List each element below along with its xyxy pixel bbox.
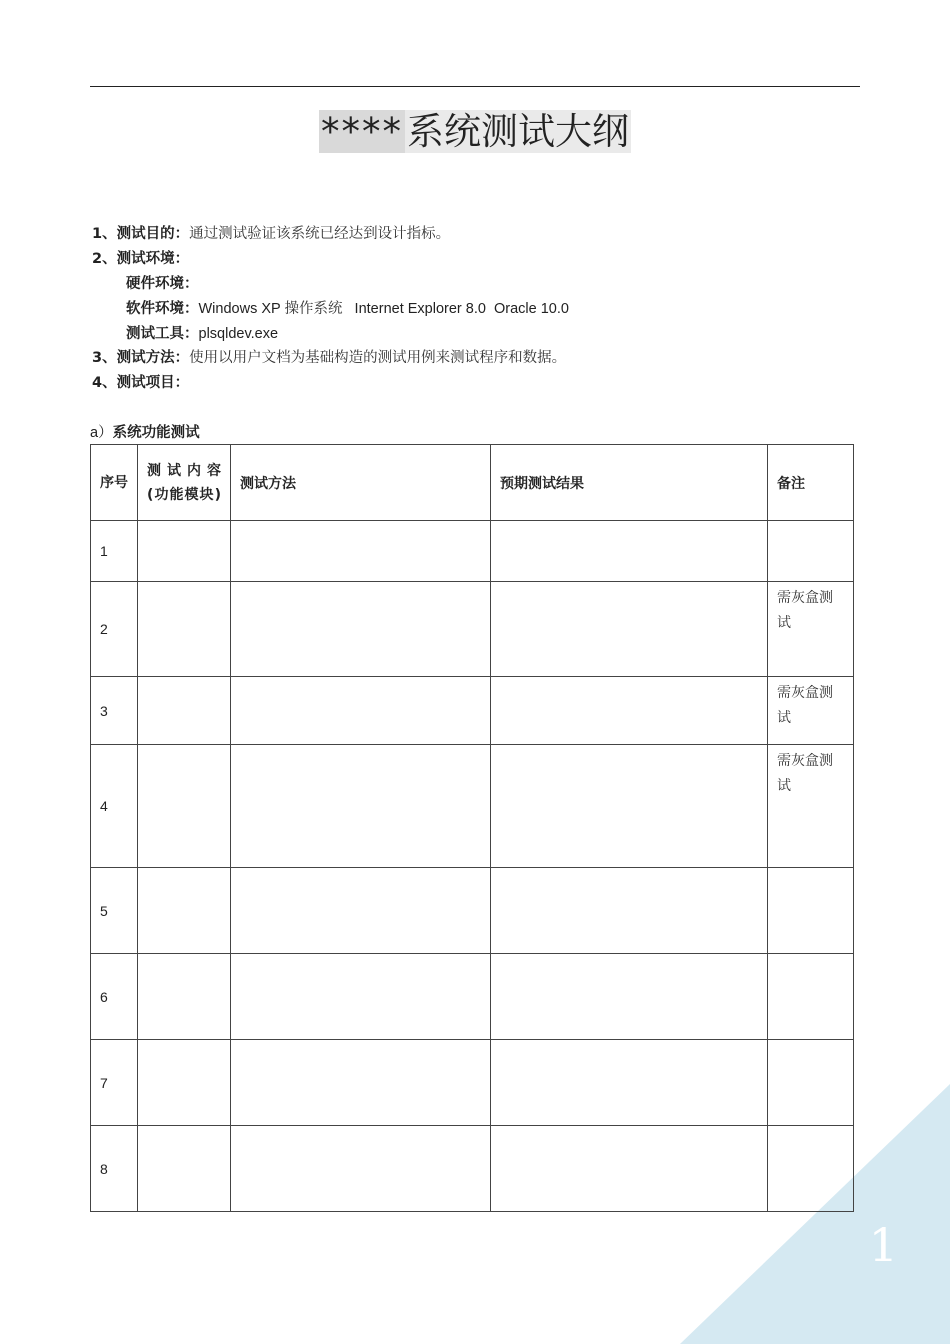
hardware-line xyxy=(126,274,199,294)
row-expected xyxy=(491,1126,768,1212)
table-row xyxy=(91,521,854,582)
software-line xyxy=(126,299,569,319)
row-note xyxy=(768,868,854,954)
row-content xyxy=(138,582,231,677)
table-row xyxy=(91,1126,854,1212)
row-method xyxy=(231,582,491,677)
row-expected xyxy=(491,1040,768,1126)
table-row xyxy=(91,954,854,1040)
row-content xyxy=(138,1040,231,1126)
row-expected xyxy=(491,677,768,745)
row-method xyxy=(231,954,491,1040)
page-number: 1 xyxy=(868,1218,898,1272)
purpose-label: 1、测试目的： xyxy=(92,226,190,242)
row-note xyxy=(768,1040,854,1126)
header-content: 测试内容(功能模块) xyxy=(138,445,231,521)
table-row xyxy=(91,677,854,745)
row-expected xyxy=(491,868,768,954)
method-line xyxy=(92,348,566,368)
row-number: 4 xyxy=(91,745,138,868)
row-expected xyxy=(491,954,768,1040)
software-os-cn: 操作系统 xyxy=(284,301,343,317)
row-method xyxy=(231,1126,491,1212)
software-label: 软件环境： xyxy=(126,301,199,317)
software-apps: Internet Explorer 8.0 Oracle 10.0 xyxy=(342,301,569,317)
items-line xyxy=(92,373,189,393)
software-os: Windows XP xyxy=(198,301,285,317)
tools-text: plsqldev.exe xyxy=(198,326,279,342)
row-note: 需灰盒测试 xyxy=(768,582,854,677)
row-content xyxy=(138,954,231,1040)
row-method xyxy=(231,868,491,954)
row-number: 8 xyxy=(91,1126,138,1212)
row-expected xyxy=(491,521,768,582)
row-method xyxy=(231,745,491,868)
row-number: 2 xyxy=(91,582,138,677)
table-header-row xyxy=(91,445,854,521)
subsection-title: 系统功能测试 xyxy=(112,425,200,441)
row-note xyxy=(768,1126,854,1212)
purpose-line xyxy=(92,224,450,244)
tools-line xyxy=(126,324,278,344)
row-number: 3 xyxy=(91,677,138,745)
title-stars: **** xyxy=(321,110,403,153)
row-note: 需灰盒测试 xyxy=(768,677,854,745)
row-content xyxy=(138,868,231,954)
title-main: 系统测试大纲 xyxy=(407,110,629,153)
header-serial: 序号 xyxy=(91,445,138,521)
items-label: 4、测试项目： xyxy=(92,375,190,391)
row-number: 5 xyxy=(91,868,138,954)
document-title xyxy=(0,106,950,158)
header-expected: 预期测试结果 xyxy=(491,445,768,521)
row-note xyxy=(768,954,854,1040)
tools-label: 测试工具： xyxy=(126,326,199,342)
row-content xyxy=(138,1126,231,1212)
header-rule xyxy=(90,86,860,87)
row-method xyxy=(231,521,491,582)
row-method xyxy=(231,677,491,745)
row-content xyxy=(138,677,231,745)
hardware-label: 硬件环境： xyxy=(126,276,199,292)
function-test-table xyxy=(90,444,854,1212)
header-note: 备注 xyxy=(768,445,854,521)
purpose-text: 通过测试验证该系统已经达到设计指标。 xyxy=(189,226,451,242)
row-expected xyxy=(491,745,768,868)
method-label: 3、测试方法： xyxy=(92,350,190,366)
table-row xyxy=(91,745,854,868)
env-line xyxy=(92,249,189,269)
row-number: 7 xyxy=(91,1040,138,1126)
row-number: 1 xyxy=(91,521,138,582)
subsection-prefix: a） xyxy=(90,425,113,441)
row-number: 6 xyxy=(91,954,138,1040)
row-note xyxy=(768,521,854,582)
subsection-heading xyxy=(90,423,200,443)
table-row xyxy=(91,582,854,677)
table-row xyxy=(91,868,854,954)
method-text: 使用以用户文档为基础构造的测试用例来测试程序和数据。 xyxy=(189,350,567,366)
row-expected xyxy=(491,582,768,677)
row-note: 需灰盒测试 xyxy=(768,745,854,868)
row-content xyxy=(138,745,231,868)
row-method xyxy=(231,1040,491,1126)
row-content xyxy=(138,521,231,582)
env-label: 2、测试环境： xyxy=(92,251,190,267)
header-method: 测试方法 xyxy=(231,445,491,521)
table-row xyxy=(91,1040,854,1126)
